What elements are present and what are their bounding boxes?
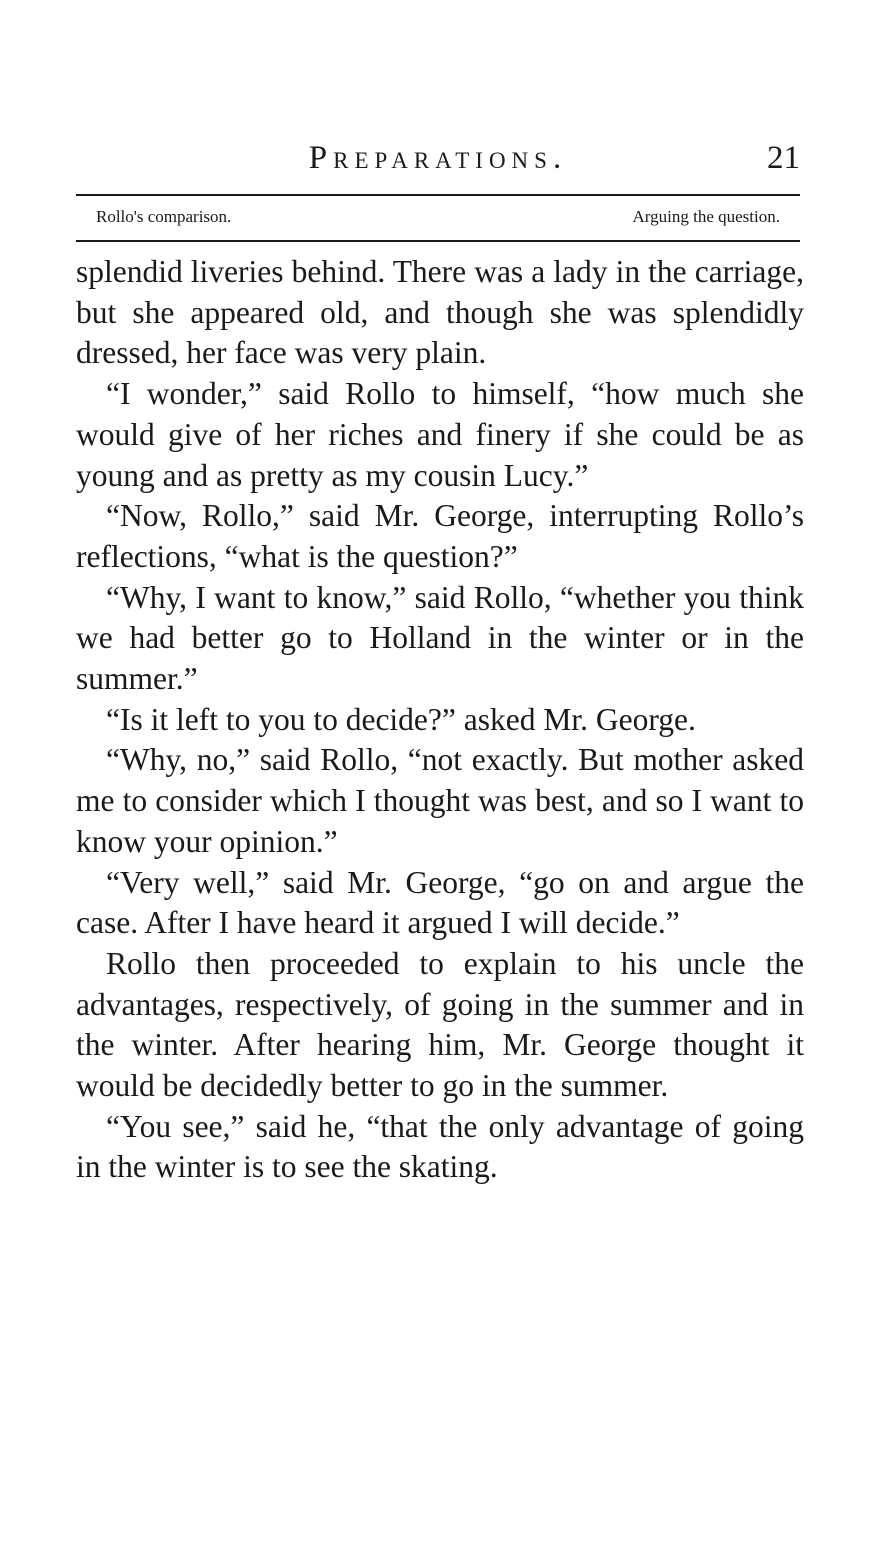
paragraph: Rollo then proceeded to explain to his uncle the advantages, respectively, of going in the summer and in the winter. After hearing him, Mr. George thought it would be decidedly better to go in the summer. (76, 945, 804, 1104)
side-notes (96, 205, 780, 233)
side-note-right: Arguing the question. (632, 207, 780, 226)
running-head (76, 138, 800, 182)
side-note-left: Rollo's comparison. (96, 207, 232, 226)
paragraph: “You see,” said he, “that the only advantage of going in the winter is to see the skating. (76, 1108, 804, 1185)
header-rule-top (76, 194, 800, 196)
body-text (76, 252, 804, 1188)
page-number: 21 (767, 140, 800, 176)
running-title: Preparations. (308, 140, 568, 176)
paragraph: “Is it left to you to decide?” asked Mr. George. (106, 701, 696, 737)
paragraph: “Why, no,” said Rollo, “not exactly. But mother asked me to consider which I thought was best, and so I want to know your opinion.” (76, 742, 804, 859)
paragraph: “Very well,” said Mr. George, “go on and argue the case. After I have heard it argued I will decide.” (76, 864, 804, 941)
paragraph: “I wonder,” said Rollo to himself, “how much she would give of her riches and finery if she could be as young and as pretty as my cousin Lucy.” (76, 376, 804, 493)
paragraph: “Why, I want to know,” said Rollo, “whether you think we had better go to Holland in the winter or in the summer.” (76, 579, 804, 697)
paragraph: “Now, Rollo,” said Mr. George, interrupting Rollo’s reflections, “what is the question?” (76, 498, 804, 574)
paragraph: splendid liveries behind. There was a lady in the carriage, but she appeared old, and though she was splendidly dressed, her face was very plain. (76, 254, 804, 371)
header-rule-bottom (76, 240, 800, 242)
